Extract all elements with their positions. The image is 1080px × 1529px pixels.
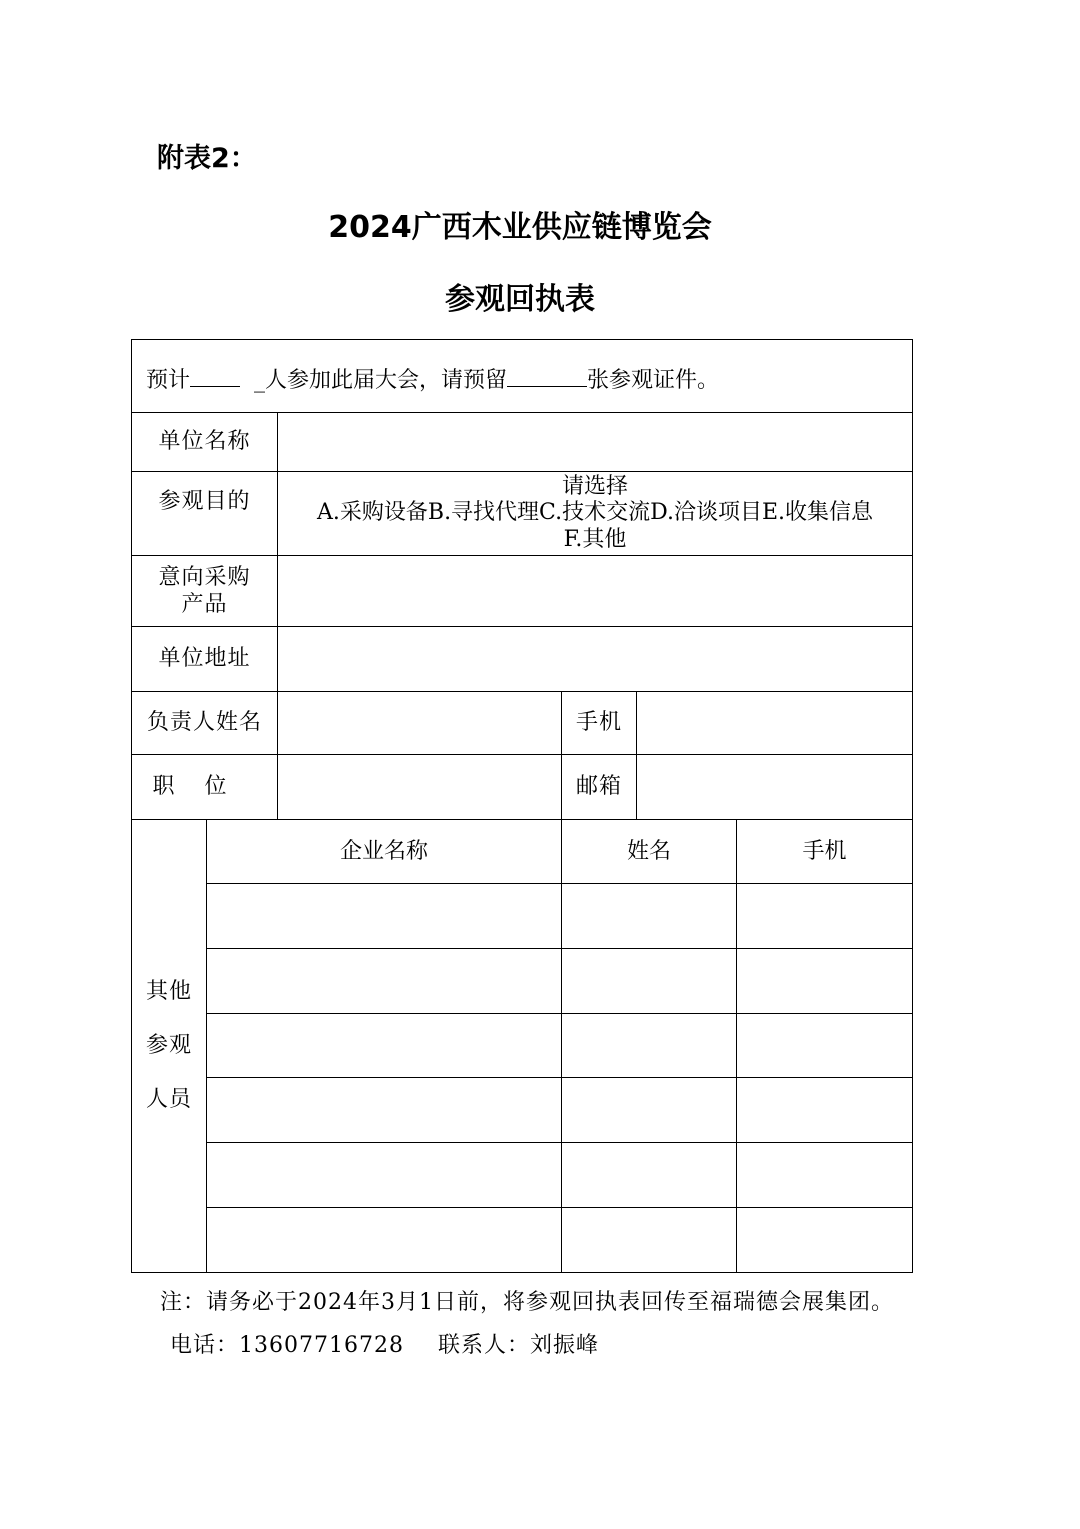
other-mobile-cell[interactable] [737, 1208, 913, 1273]
attachment-label: 附表2： [157, 143, 257, 174]
other-company-cell[interactable] [207, 1078, 562, 1143]
purpose-options: A.采购设备B.寻找代理C.技术交流D.洽谈项目E.收集信息 [317, 500, 874, 526]
intent-label-line1: 意向采购 [158, 564, 251, 590]
other-name-cell[interactable] [562, 1014, 737, 1078]
expect-suffix: 张参观证件。 [587, 368, 720, 394]
company-name-row [132, 413, 913, 472]
other-name-cell[interactable] [562, 949, 737, 1014]
mobile-field[interactable] [637, 692, 913, 755]
other-company-cell[interactable] [207, 949, 562, 1014]
footer-phone: 电话：13607716728 [170, 1333, 404, 1358]
other-mobile-cell[interactable] [737, 1078, 913, 1143]
other-name-cell[interactable] [562, 1208, 737, 1273]
table-row [132, 949, 913, 1014]
other-name-cell[interactable] [562, 884, 737, 949]
others-header-row [132, 820, 913, 884]
table-row [132, 1078, 913, 1143]
person-row [132, 692, 913, 755]
purpose-label: 参观目的 [132, 472, 278, 556]
purpose-options-other: F.其他 [563, 526, 627, 552]
receipt-form-table [131, 339, 913, 1273]
others-label [132, 820, 207, 1273]
position-label: 职位 [132, 755, 278, 820]
purpose-prompt: 请选择 [562, 473, 629, 499]
other-company-cell[interactable] [207, 1208, 562, 1273]
other-mobile-cell[interactable] [737, 1143, 913, 1208]
address-row [132, 627, 913, 692]
other-mobile-cell[interactable] [737, 884, 913, 949]
other-name-cell[interactable] [562, 1143, 737, 1208]
expect-prefix: 预计 [146, 368, 191, 394]
intent-products-row [132, 556, 913, 627]
other-company-cell[interactable] [207, 1143, 562, 1208]
person-name-field[interactable] [278, 692, 562, 755]
person-name-label: 负责人姓名 [132, 692, 278, 755]
col-company-header: 企业名称 [207, 820, 562, 884]
other-company-cell[interactable] [207, 884, 562, 949]
table-row [132, 1014, 913, 1078]
table-row [132, 884, 913, 949]
expected-attendance-cell [132, 340, 913, 413]
purpose-field[interactable] [278, 472, 913, 556]
col-mobile-header: 手机 [737, 820, 913, 884]
page-title: 2024广西木业供应链博览会 [328, 210, 712, 245]
expect-middle: _人参加此届大会，请预留 [254, 368, 508, 394]
others-label-line2: 参观 [145, 1033, 192, 1059]
purpose-row [132, 472, 913, 556]
others-label-line3: 人员 [145, 1086, 192, 1112]
footer-note: 注：请务必于2024年3月1日前，将参观回执表回传至福瑞德会展集团。 [160, 1290, 894, 1315]
table-row [132, 1143, 913, 1208]
address-label: 单位地址 [132, 627, 278, 692]
footer-contact-person: 联系人：刘振峰 [437, 1333, 599, 1358]
other-company-cell[interactable] [207, 1014, 562, 1078]
pass-count-blank[interactable] [507, 386, 587, 387]
company-name-field[interactable] [278, 413, 913, 472]
intent-products-label [132, 556, 278, 627]
other-mobile-cell[interactable] [737, 949, 913, 1014]
col-name-header: 姓名 [562, 820, 737, 884]
address-field[interactable] [278, 627, 913, 692]
intent-label-line2: 产品 [181, 592, 228, 617]
email-label: 邮箱 [562, 755, 637, 820]
mobile-label: 手机 [562, 692, 637, 755]
table-row [132, 1208, 913, 1273]
email-field[interactable] [637, 755, 913, 820]
others-label-line1: 其他 [145, 979, 192, 1005]
position-row [132, 755, 913, 820]
position-field[interactable] [278, 755, 562, 820]
expected-attendance-row [132, 340, 913, 413]
company-name-label: 单位名称 [132, 413, 278, 472]
attendee-count-blank[interactable] [190, 386, 240, 387]
footer-contact [170, 1328, 599, 1359]
other-name-cell[interactable] [562, 1078, 737, 1143]
other-mobile-cell[interactable] [737, 1014, 913, 1078]
page-subtitle: 参观回执表 [445, 282, 595, 317]
intent-products-field[interactable] [278, 556, 913, 627]
